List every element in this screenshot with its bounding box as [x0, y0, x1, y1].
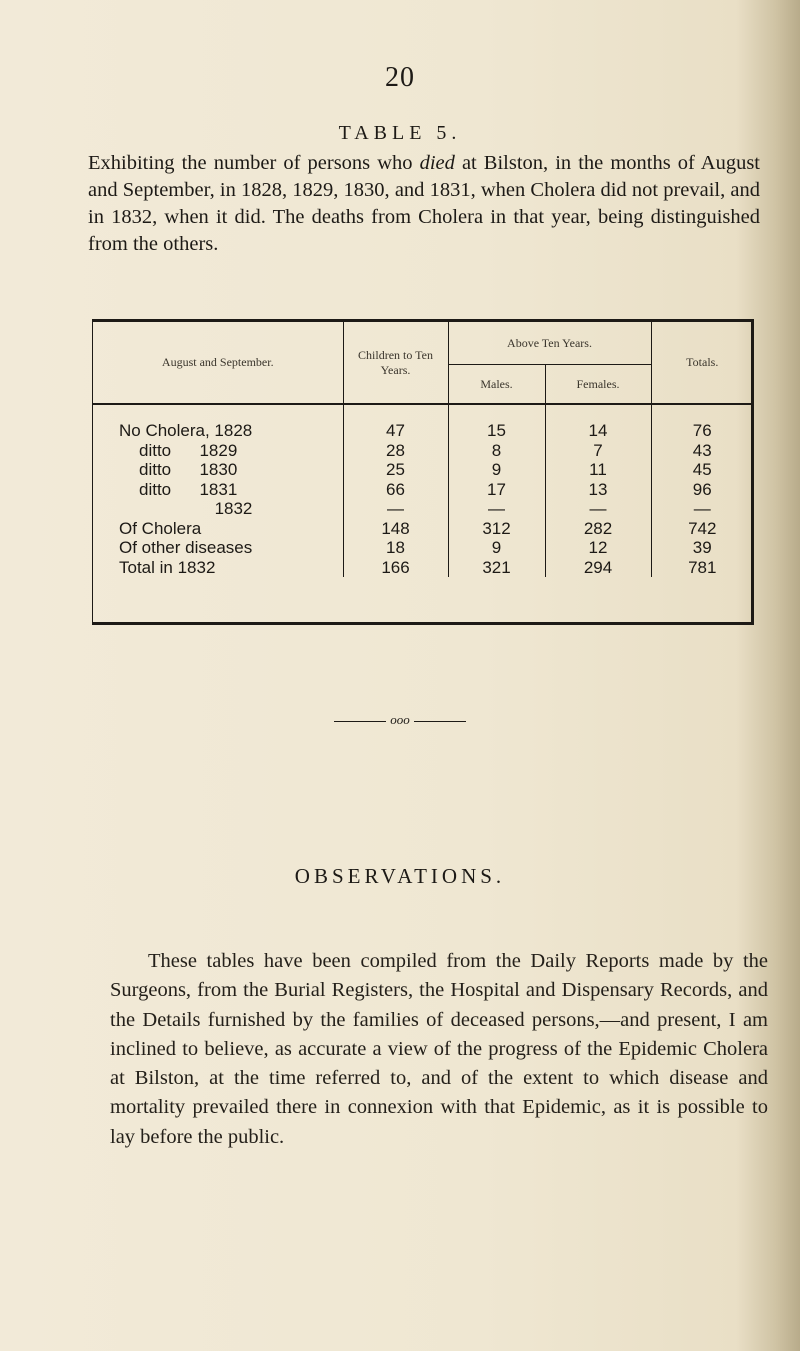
page-number: 20: [385, 62, 415, 93]
header-totals: Totals.: [686, 355, 719, 369]
intro-text-start: Exhibiting the number of persons who: [88, 152, 420, 174]
header-males: Males.: [448, 365, 545, 405]
row-label: Total in 1832: [93, 558, 343, 578]
row-label: No Cholera, 1828: [93, 404, 343, 441]
header-females: Females.: [545, 365, 651, 405]
cell-males: —: [448, 499, 545, 519]
cell-children: 47: [343, 404, 448, 441]
cell-males: 9: [448, 538, 545, 558]
table-row: [93, 441, 753, 461]
cell-males: 9: [448, 460, 545, 480]
row-label: ditto 1830: [93, 460, 343, 480]
mortality-table: [92, 319, 754, 625]
row-label: ditto 1831: [93, 480, 343, 500]
table-row: [93, 460, 753, 480]
header-children: Children to Ten Years.: [343, 322, 448, 404]
row-label: Of Cholera: [93, 519, 343, 539]
mortality-table-grid: [93, 322, 753, 577]
intro-text-end: at Bilston, in the months of August and September, in 1828, 1829, 1830, and 1831, when Cholera did not prevail, and in 1832, when it did. The deaths from Cholera in that year, being distinguished from the others.: [88, 152, 760, 255]
cell-females: 14: [545, 404, 651, 441]
cell-females: 7: [545, 441, 651, 461]
cell-males: 321: [448, 558, 545, 578]
cell-children: 166: [343, 558, 448, 578]
table-row: [93, 499, 753, 519]
table-title: TABLE 5.: [338, 122, 462, 144]
header-above-ten: Above Ten Years.: [448, 322, 651, 365]
cell-males: 17: [448, 480, 545, 500]
cell-totals: 76: [692, 421, 712, 441]
cell-females: 12: [545, 538, 651, 558]
table-row: [93, 558, 753, 578]
divider-ornament: ooo: [390, 712, 410, 727]
cell-males: 8: [448, 441, 545, 461]
cell-females: 11: [545, 460, 651, 480]
cell-totals: 742: [688, 518, 717, 538]
cell-totals: —: [693, 499, 711, 519]
header-period: August and September.: [93, 322, 343, 404]
cell-totals: 45: [692, 460, 712, 480]
cell-children: 148: [343, 519, 448, 539]
cell-children: —: [343, 499, 448, 519]
table-row: [93, 480, 753, 500]
table-row: [93, 538, 753, 558]
table-row: [93, 519, 753, 539]
table-body: [93, 404, 753, 577]
divider-rule-right: [414, 721, 466, 722]
divider-rule-left: [334, 721, 386, 722]
cell-children: 18: [343, 538, 448, 558]
cell-males: 15: [448, 404, 545, 441]
cell-females: —: [545, 499, 651, 519]
cell-females: 282: [545, 519, 651, 539]
cell-totals: 39: [692, 538, 712, 558]
row-label: ditto 1829: [93, 441, 343, 461]
cell-females: 294: [545, 558, 651, 578]
table-row: [93, 404, 753, 441]
cell-males: 312: [448, 519, 545, 539]
observations-paragraph: These tables have been compiled from the Daily Reports made by the Surgeons, from the Burial Registers, the Hospital and Dispensary Records, and the Details furnished by the families of deceased persons,—and present, I am inclined to believe, as accurate a view of the progress of the Epidemic Cholera at Bilston, at the time referred to, and of the extent to which disease and mortality prevailed there in connexion with that Epidemic, as it is possible to lay before the public.: [110, 950, 768, 1148]
cell-totals: 43: [692, 440, 712, 460]
table-description: [88, 150, 760, 258]
cell-children: 66: [343, 480, 448, 500]
observations-heading: OBSERVATIONS.: [294, 864, 506, 888]
cell-totals: 781: [688, 557, 717, 577]
row-label: 1832: [93, 499, 343, 519]
intro-emphasis: died: [419, 152, 455, 174]
cell-females: 13: [545, 480, 651, 500]
row-label: Of other diseases: [93, 538, 343, 558]
cell-totals: 96: [692, 479, 712, 499]
cell-children: 25: [343, 460, 448, 480]
section-divider: [0, 712, 800, 728]
cell-children: 28: [343, 441, 448, 461]
